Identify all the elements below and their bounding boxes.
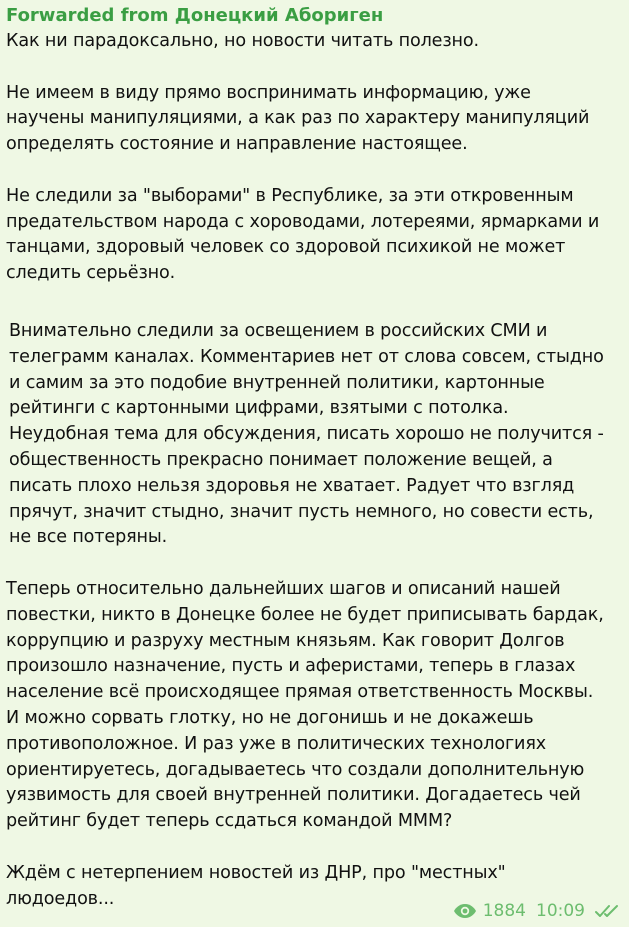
paragraph-spacer [6, 158, 623, 184]
message-paragraph: Ждём с нетерпением новостей из ДНР, про "местных" людоедов... [6, 862, 506, 909]
message-paragraph: Внимательно следили за освещением в российских СМИ и телеграмм каналах. Комментариев нет от слова совсем, стыдно и самим за это подобие внутренней политики, картонные рейтинги с картонными цифрами, взятыми с потолка. Неудобная тема для обсуждения, писать хорошо не получится - общественность прекрасно понимает положение вещей, а писать плохо нельзя здоровья не хватает. Радует что взгляд прячут, значит стыдно, значит пусть немного, но совести есть, не все потеряны. [9, 320, 604, 548]
message-paragraph: Как ни парадоксально, но новости читать полезно. [6, 31, 479, 51]
eye-icon [453, 903, 477, 919]
paragraph-spacer [6, 287, 623, 319]
forward-header[interactable]: Forwarded from Донецкий Абориген [6, 5, 384, 26]
paragraph-spacer [6, 835, 623, 861]
message-time: 10:09 [536, 901, 585, 921]
message-meta [453, 901, 621, 921]
view-counter [453, 901, 526, 921]
message-paragraph: Не имеем в виду прямо воспринимать информацию, уже научены манипуляциями, а как раз по характеру манипуляций определять состояние и направление настоящее. [6, 82, 590, 155]
view-count: 1884 [482, 901, 526, 921]
paragraph-spacer [6, 55, 623, 81]
paragraph-spacer [6, 551, 623, 577]
double-check-read-icon [595, 903, 621, 919]
message-paragraph: Теперь относительно дальнейших шагов и описаний нашей повестки, никто в Донецке более не будет приписывать бардак, коррупцию и разруху местным князьям. Как говорит Долгов произошло назначение, пусть и аферистами, теперь в глазах население всё происходящее прямая ответственность Москвы. И можно сорвать глотку, но не догонишь и не докажешь противоположное. И раз уже в политических технологиях ориентируетесь, догадываетесь что создали дополнительную уязвимость для своей внутренней политики. Догадаетесь чей рейтинг будет теперь ссдаться командой МММ? [6, 578, 604, 832]
message-paragraph: Не следили за "выборами" в Республике, за эти откровенным предательством народа с хороводами, лотереями, ярмарками и танцами, здоровый человек со здоровой психикой не может следить серьёзно. [6, 185, 600, 284]
